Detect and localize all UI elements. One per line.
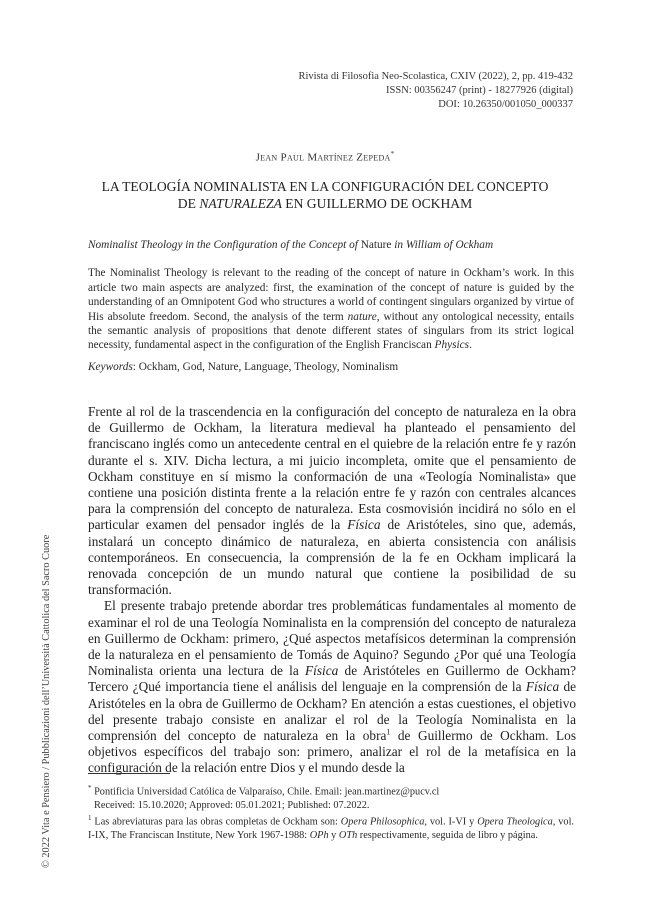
fn2-f: OPh [309, 829, 329, 841]
english-title-a: Nominalist Theology in the Configuration of the Concept of [88, 239, 361, 251]
fn2-d: Opera Theologica [477, 816, 553, 828]
fn2-h: OTh [338, 829, 358, 841]
paragraph-1 [88, 404, 576, 598]
abstract-text-e: . [469, 339, 472, 352]
keywords-list: : Ockham, God, Nature, Language, Theology, Nominalism [132, 360, 399, 373]
p2-f: de Guillermo de Ockham. Los objetivos específicos del trabajo son: primero, analizar el rol de la metafísica en la configuración de la relación entre Dios y el mundo desde la [88, 728, 576, 776]
english-title-c: in William of Ockham [391, 239, 494, 251]
fn2-c: , vol. I-VI y [424, 816, 478, 828]
article-body [88, 404, 576, 777]
keywords-label: Keywords [88, 360, 133, 373]
p1-a: Frente al rol de la trascendencia en la configuración del concepto de naturaleza en la obra de Guillermo de Ockham, la literatura medieval ha planteado el pensamiento del franciscano inglés como un antecedente central en el quiebre de la relación entre fe y razón durante el s. XIV. Dicha lectura, a mi juicio incompleta, omite que el pensamiento de Ockham constituye en sí mismo la conformación de una «Teología Nominalista» que contiene una posición distinta frente a la relación entre fe y razón con centrales alcances para la comprensión del concepto de naturaleza. Esta cosmovisión incidirá no sólo en el particular examen del pensador inglés de la [88, 404, 576, 533]
footnote-divider [88, 773, 170, 774]
fn2-a: Las abreviaturas para las obras completas de Ockham son: [91, 816, 341, 828]
fn2-g: y [328, 829, 339, 841]
fn2-b: Opera Philosophica [340, 816, 425, 828]
p2-e: de Aristóteles en la obra de Guillermo de Ockham? En atención a estas cuestiones, el objetivo del presente trabajo consiste en analizar el rol de la Teología Nominalista en la comprensión del concepto de naturaleza en la obra [88, 679, 577, 744]
article-title [60, 178, 590, 212]
footnote-ref-1[interactable]: 1 [386, 727, 391, 737]
keywords [88, 360, 574, 374]
journal-citation: Rivista di Filosofia Neo-Scolastica, CXIV (2022), 2, pp. 419-432 [298, 71, 573, 82]
fn2-i: respectivamente, seguida de libro y página. [357, 829, 538, 841]
footnote-author-dates: Received: 15.10.2020; Approved: 05.01.2021; Published: 07.2022. [94, 799, 370, 811]
footnote-1 [88, 812, 574, 842]
p2-a: El presente trabajo pretende abordar tres problemáticas fundamentales al momento de examinar el rol de una Teología Nominalista en la comprensión del concepto de naturaleza en Guillermo de Ockham: primero, ¿Qué aspectos metafísicos determinan la comprensión de la naturaleza en el pensamiento de Tomás de Aquino? Segundo ¿Por qué una Teología Nominalista orienta una lectura de la [88, 598, 576, 679]
abstract-text-d: Physics [434, 339, 470, 352]
title-line-2-pre: DE [177, 196, 200, 211]
p2-c: de Aristóteles en Guillermo de Ockham? Tercero ¿Qué importancia tiene el análisis del lenguaje en la comprensión de la [88, 663, 576, 695]
footnote-author-mark: * [88, 784, 92, 792]
author-footnote-mark: * [390, 150, 395, 158]
p2-b: Física [305, 663, 339, 679]
copyright-sidebar: © 2022 Vita e Pensiero / Pubblicazioni dell’Università Cattolica del Sacro Cuore [41, 534, 52, 868]
title-line-2-post: EN GUILLERMO DE OCKHAM [281, 196, 473, 211]
journal-issn: ISSN: 00356247 (print) - 18277926 (digital) [386, 85, 573, 96]
abstract-text [88, 266, 574, 352]
journal-header [298, 70, 573, 112]
english-title [88, 238, 574, 252]
title-line-2-italic: NATURALEZA [199, 196, 282, 211]
abstract-text-c: , without any ontological necessity, entails the semantic analysis of propositions that denote different states of singulars from its strict logical necessity, fundamental aspect in the configuration of the English Franciscan [88, 310, 574, 352]
p1-c: de Aristóteles, sino que, además, instalará un concepto dinámico de naturaleza, en abierta consistencia con análisis contemporáneos. En consecuencia, la comprensión de la fe en Ockham implicará la renovada concepción de un mundo natural que contiene la posibilidad de su transformación. [88, 517, 576, 598]
footnote-author-affiliation: Pontificia Universidad Católica de Valparaíso, Chile. Email: jean.martinez@pucv.cl [94, 786, 440, 798]
footnote-1-mark: 1 [88, 814, 92, 822]
fn2-e: , vol. I-IX, The Franciscan Institute, New York 1967-1988: [88, 816, 575, 841]
author-name [0, 150, 650, 164]
title-line-1: LA TEOLOGÍA NOMINALISTA EN LA CONFIGURACIÓN DEL CONCEPTO [101, 179, 549, 194]
p1-b: Física [347, 517, 381, 533]
abstract-text-b: nature [347, 310, 377, 323]
p2-d: Física [525, 679, 560, 695]
footnote-author-line-1 [88, 782, 574, 799]
author-name-text: Jean Paul Martínez Zepeda [255, 151, 391, 164]
abstract [88, 238, 574, 374]
title-line-2 [60, 195, 590, 212]
footnote-author [88, 782, 574, 812]
journal-doi: DOI: 10.26350/001050_000337 [438, 99, 573, 110]
abstract-text-a: The Nominalist Theology is relevant to the reading of the concept of nature in Ockham’s work. In this article two main aspects are analyzed: first, the examination of the concept of nature is guided by the understanding of an Omnipotent God who structures a world of contingent singulars organized by virtue of His absolute freedom. Second, the analysis of the term [88, 267, 574, 323]
paragraph-2 [88, 598, 576, 776]
english-title-b: Nature [360, 239, 392, 251]
